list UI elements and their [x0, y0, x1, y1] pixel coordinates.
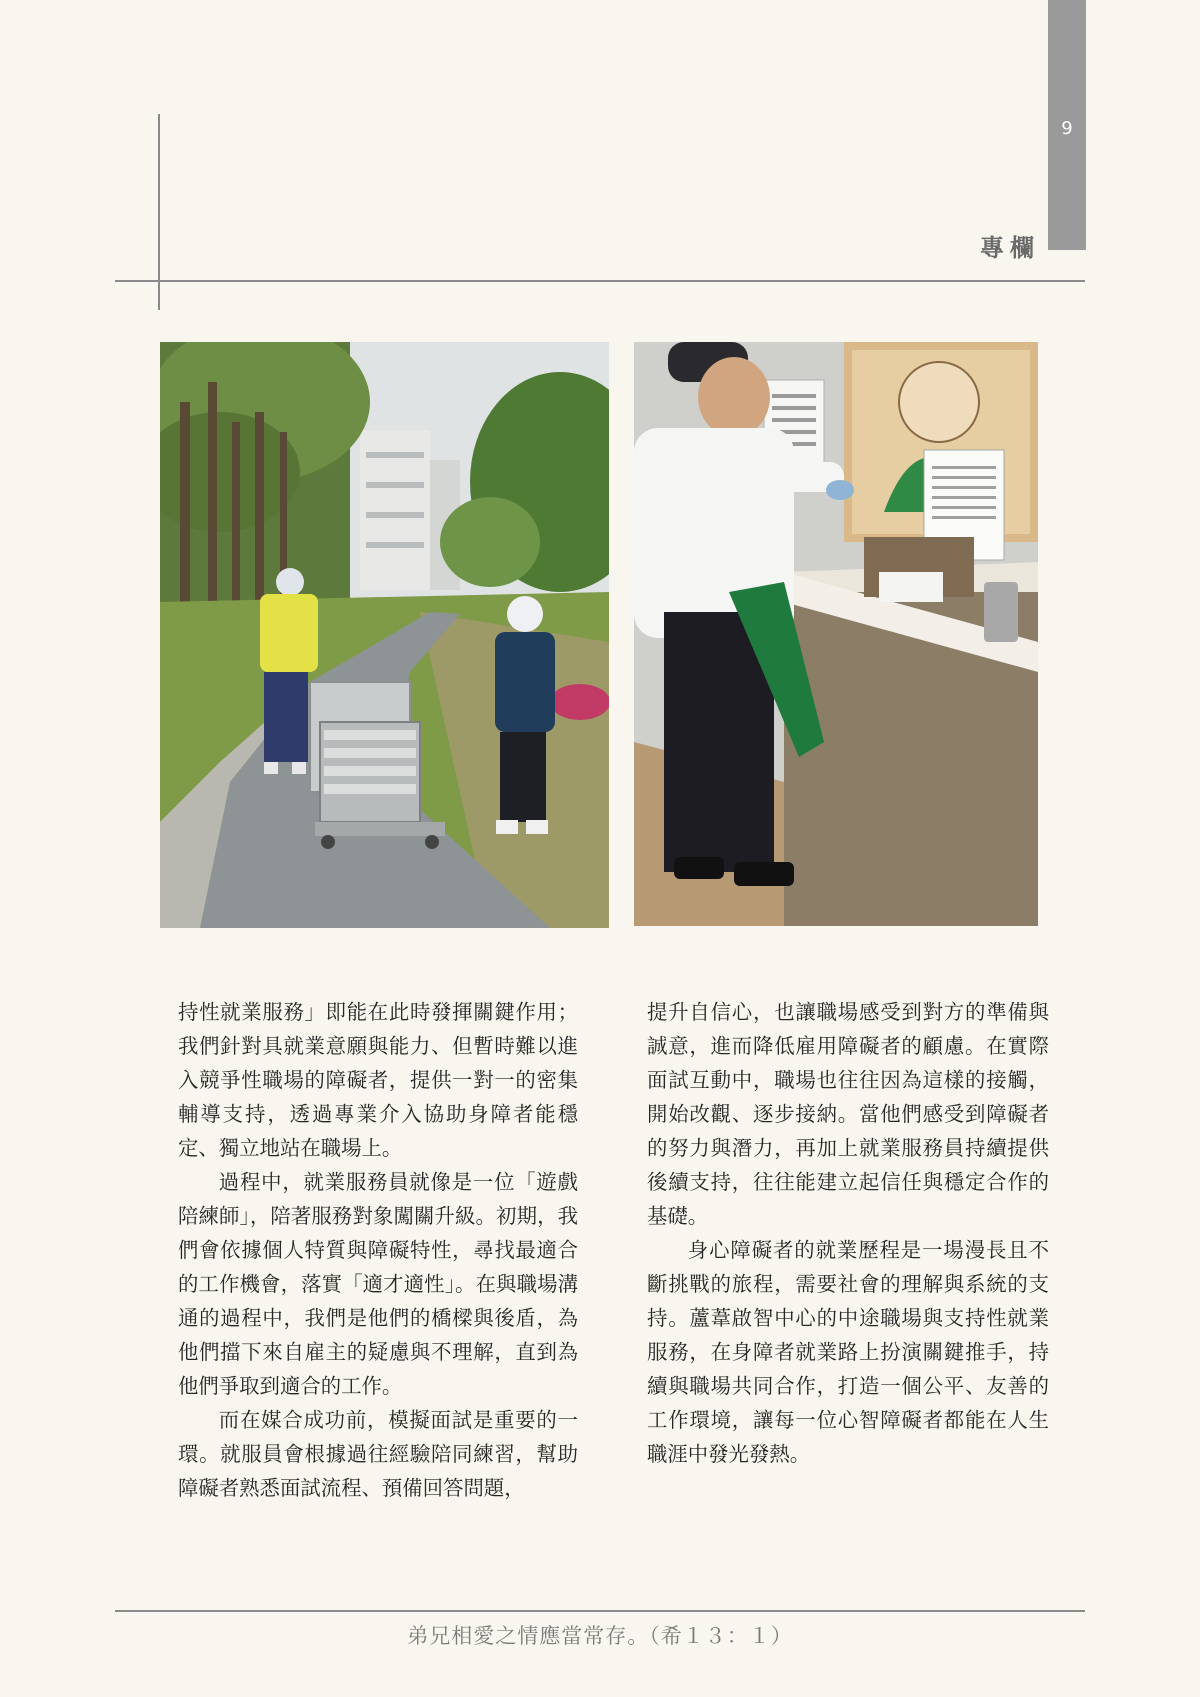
photo-cafe-counter-illustration	[634, 342, 1038, 926]
article-column-left	[178, 995, 578, 1505]
footer-rule	[115, 1610, 1085, 1612]
article-paragraph: 提升自信心，也讓職場感受到對方的準備與誠意，進而降低雇用障礙者的顧慮。在實際面試互動中，職場也往往因為這樣的接觸，開始改觀、逐步接納。當他們感受到障礙者的努力與潛力，再加上就業服務員持續提供後續支持，往往能建立起信任與穩定合作的基礎。	[647, 1000, 1049, 1228]
photo-park-carts	[160, 342, 609, 928]
photo-cafe-counter	[634, 342, 1038, 926]
article-paragraph: 身心障礙者的就業歷程是一場漫長且不斷挑戰的旅程，需要社會的理解與系統的支持。蘆葦啟智中心的中途職場與支持性就業服務，在身障者就業路上扮演關鍵推手，持續與職場共同合作，打造一個公平、友善的工作環境，讓每一位心智障礙者都能在人生職涯中發光發熱。	[647, 1238, 1049, 1466]
page-number: 9	[1061, 118, 1073, 139]
article-paragraph: 而在媒合成功前，模擬面試是重要的一環。就服員會根據過往經驗陪同練習，幫助障礙者熟悉面試流程、預備回答問題，	[178, 1408, 578, 1500]
section-label: 專欄	[980, 234, 1040, 262]
footer-verse: 弟兄相愛之情應當常存。（希１３：１）	[407, 1624, 793, 1648]
article-column-right	[647, 995, 1049, 1471]
photo-park-carts-illustration	[160, 342, 609, 928]
article-paragraph: 持性就業服務」即能在此時發揮關鍵作用；我們針對具就業意願與能力、但暫時難以進入競爭性職場的障礙者，提供一對一的密集輔導支持，透過專業介入協助身障者能穩定、獨立地站在職場上。	[178, 1000, 578, 1160]
header-horizontal-rule	[115, 280, 1085, 282]
article-paragraph: 過程中，就業服務員就像是一位「遊戲陪練師」，陪著服務對象闖關升級。初期，我們會依據個人特質與障礙特性，尋找最適合的工作機會，落實「適才適性」。在與職場溝通的過程中，我們是他們的橋樑與後盾，為他們擋下來自雇主的疑慮與不理解，直到為他們爭取到適合的工作。	[178, 1170, 578, 1398]
